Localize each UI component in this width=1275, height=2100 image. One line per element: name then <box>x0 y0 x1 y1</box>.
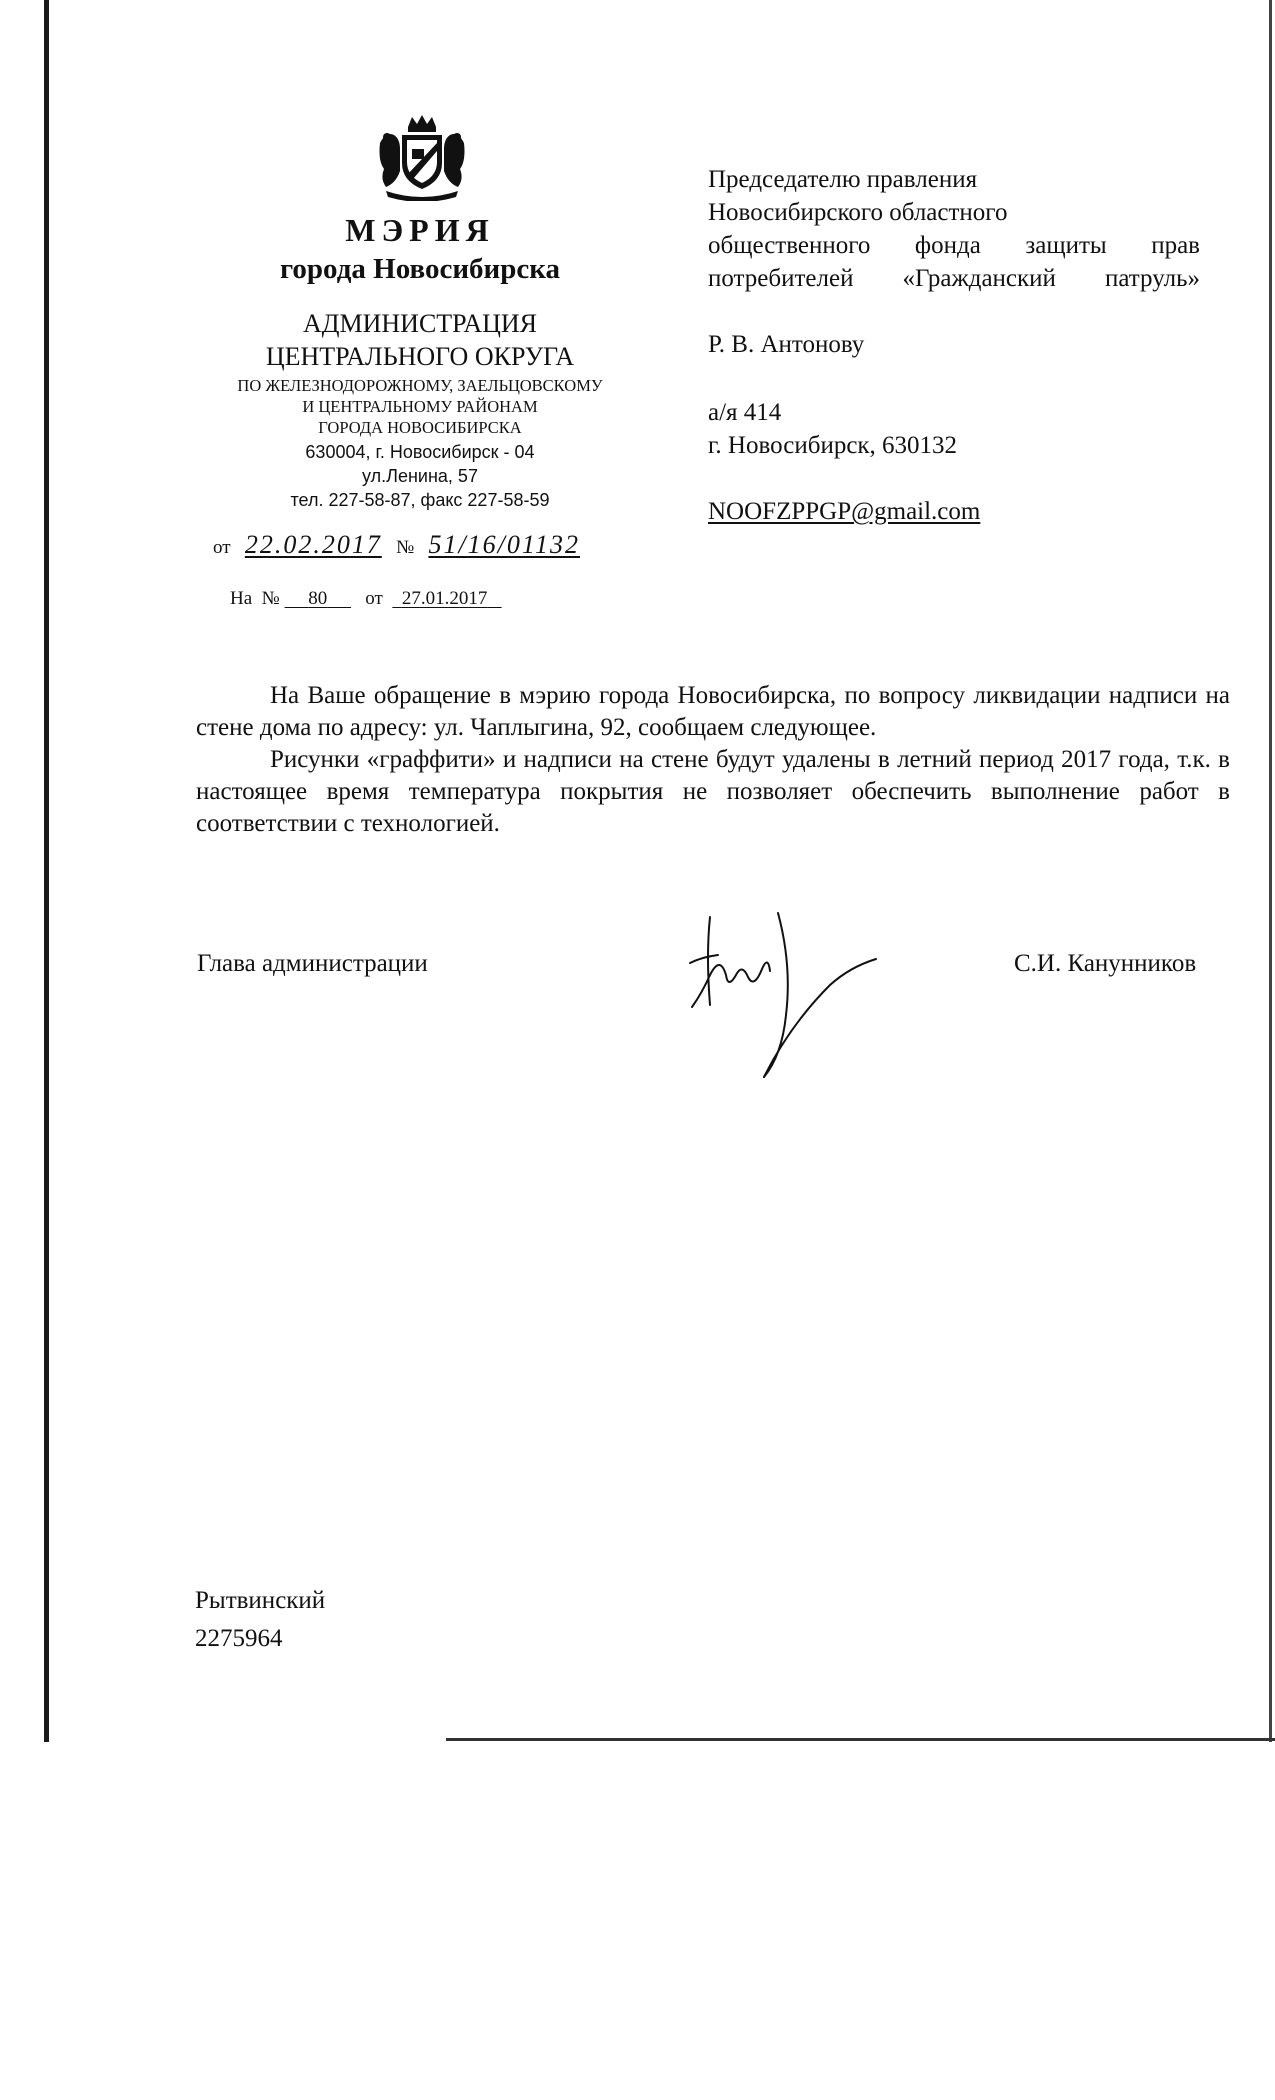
recipient-line: Председателю правления <box>708 166 978 193</box>
executor-phone: 2275964 <box>195 1625 283 1652</box>
districts-line: ПО ЖЕЛЕЗНОДОРОЖНОМУ, ЗАЕЛЬЦОВСКОМУ <box>237 376 603 395</box>
districts-block <box>180 375 660 438</box>
admin-line-2: ЦЕНТРАЛЬНОГО ОКРУГА <box>265 342 575 371</box>
outgoing-reference <box>213 530 580 560</box>
executor-name: Рытвинский <box>195 1587 326 1614</box>
recipient-position <box>708 163 1200 295</box>
ref-from-label: от <box>213 537 231 558</box>
ref-number-label: № <box>396 537 415 558</box>
recipient-name: Р. В. Антонову <box>708 331 865 358</box>
admin-line-1: АДМИНИСТРАЦИЯ <box>303 309 537 338</box>
districts-line: ГОРОДА НОВОСИБИРСКА <box>318 418 522 437</box>
reply-from-label: от <box>365 588 383 609</box>
scan-border-right <box>1269 0 1272 1742</box>
signatory-name: С.И. Канунников <box>1014 950 1197 977</box>
address-line: тел. 227-58-87, факс 227-58-59 <box>290 490 550 510</box>
districts-line: И ЦЕНТРАЛЬНОМУ РАЙОНАМ <box>302 397 538 416</box>
scan-border-left <box>44 0 49 1742</box>
recipient-po-box: а/я 414 <box>708 399 782 426</box>
org-city: города Новосибирска <box>279 253 561 285</box>
address-block <box>180 440 660 512</box>
ref-date: 22.02.2017 <box>244 530 382 559</box>
recipient-line: Новосибирского областного <box>708 199 1008 226</box>
recipient-email[interactable]: NOOFZPPGP@gmail.com <box>708 498 981 525</box>
ref-number: 51/16/01132 <box>428 530 580 559</box>
recipient-city: г. Новосибирск, 630132 <box>708 432 958 459</box>
body-paragraph-2: Рисунки «граффити» и надписи на стене будут удалены в летний период 2017 года, т.к. в настоящее время температура покрытия не позволяет обеспечить выполнение работ в соответствии с технологией. <box>196 746 1230 837</box>
novosibirsk-coat-of-arms-icon <box>372 113 472 201</box>
reply-reference <box>230 588 502 610</box>
handwritten-signature-icon <box>680 905 890 1080</box>
body-paragraph-1: На Ваше обращение в мэрию города Новосибирска, по вопросу ликвидации надписи на стене дома по адресу: ул. Чаплыгина, 92, сообщаем следующее. <box>196 682 1230 741</box>
recipient-line: общественного фонда защиты прав <box>708 232 1200 259</box>
address-line: ул.Ленина, 57 <box>362 466 478 486</box>
scan-line-bottom <box>446 1738 1275 1741</box>
signatory-title: Глава администрации <box>197 950 428 977</box>
org-title: МЭРИЯ <box>345 212 495 248</box>
reply-date: 27.01.2017 <box>401 588 488 609</box>
executor-block <box>195 1582 325 1658</box>
address-line: 630004, г. Новосибирск - 04 <box>305 442 535 462</box>
recipient-line: потребителей «Гражданский патруль» <box>708 265 1200 292</box>
letter-body <box>196 680 1230 840</box>
reply-on-label: На № <box>230 588 280 609</box>
reply-number: 80 <box>308 588 328 609</box>
